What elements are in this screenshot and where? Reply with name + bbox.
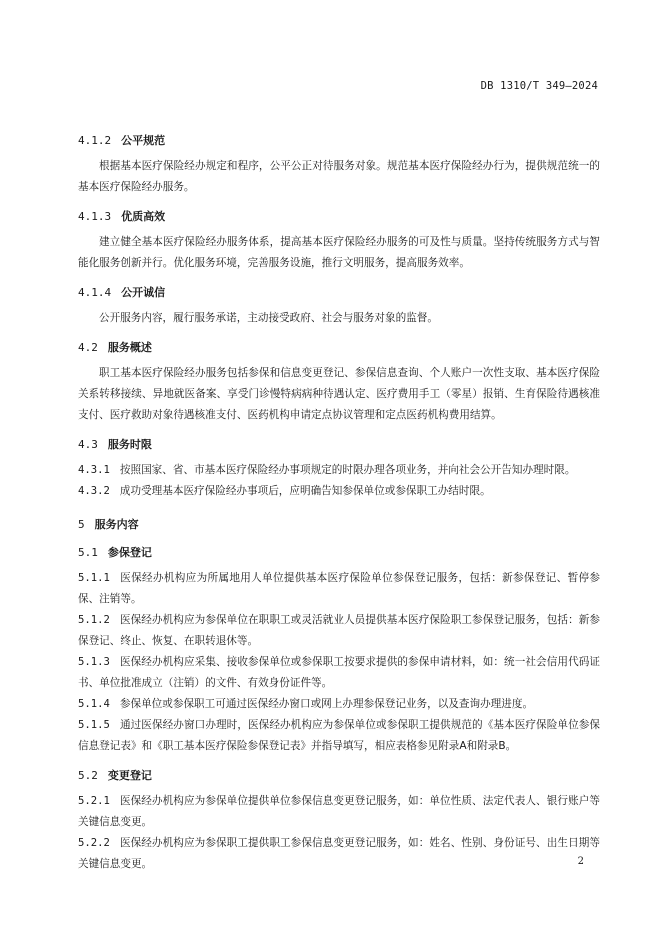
clause-text: 医保经办机构应为参保单位在职职工或灵活就业人员提供基本医疗保险职工参保登记服务，包括：新参保登记、终止、恢复、在职转退休等。	[78, 614, 600, 647]
page-number: 2	[577, 856, 584, 867]
clause-number: 4.3.2	[78, 485, 110, 497]
heading-4-1-2	[78, 132, 600, 150]
section-number: 5.2	[78, 769, 98, 782]
heading-5-2	[78, 767, 600, 785]
clause-4-3-1	[78, 460, 600, 481]
clause-5-1-5	[78, 715, 600, 757]
clause-5-1-2	[78, 610, 600, 652]
clause-number: 5.1.4	[78, 698, 110, 710]
heading-5	[78, 516, 600, 534]
clause-number: 5.1.5	[78, 719, 110, 731]
heading-5-1	[78, 544, 600, 562]
section-number: 5.1	[78, 546, 98, 559]
section-number: 4.1.2	[78, 134, 112, 147]
clause-text: 通过医保经办窗口办理时，医保经办机构应为参保单位或参保职工提供规范的《基本医疗保险单位参保信息登记表》和《职工基本医疗保险参保登记表》并指导填写，相应表格参见附录A和附录B。	[78, 719, 600, 752]
section-number: 4.1.3	[78, 210, 112, 223]
heading-4-1-4	[78, 284, 600, 302]
paragraph-4-1-4: 公开服务内容，履行服务承诺，主动接受政府、社会与服务对象的监督。	[99, 312, 438, 324]
clause-number: 5.1.3	[78, 656, 110, 668]
section-title: 变更登记	[107, 769, 152, 782]
clause-5-2-2	[78, 833, 600, 875]
clause-text: 按照国家、省、市基本医疗保险经办事项规定的时限办理各项业务，并向社会公开告知办理时限。	[119, 464, 576, 476]
section-title: 优质高效	[121, 210, 166, 223]
clause-text: 参保单位或参保职工可通过医保经办窗口或网上办理参保登记业务，以及查询办理进度。	[119, 698, 534, 710]
section-title: 服务时限	[107, 438, 152, 451]
section-title: 参保登记	[107, 546, 152, 559]
section-title: 公开诚信	[121, 286, 166, 299]
clause-4-3-2	[78, 481, 600, 502]
clause-5-2-1	[78, 791, 600, 833]
section-number: 4.1.4	[78, 286, 112, 299]
clause-number: 5.2.1	[78, 795, 110, 807]
section-title: 服务内容	[94, 518, 139, 531]
section-title: 公平规范	[121, 134, 166, 147]
clause-text: 医保经办机构应为参保单位提供单位参保信息变更登记服务，如：单位性质、法定代表人、银行账户等关键信息变更。	[78, 795, 600, 828]
section-title: 服务概述	[107, 341, 152, 354]
section-number: 5	[78, 518, 85, 531]
clause-number: 4.3.1	[78, 464, 110, 476]
heading-4-1-3	[78, 208, 600, 226]
clause-text: 医保经办机构应为参保职工提供职工参保信息变更登记服务，如：姓名、性别、身份证号、出生日期等关键信息变更。	[78, 837, 600, 870]
clause-5-1-3	[78, 652, 600, 694]
clause-5-1-1	[78, 568, 600, 610]
paragraph-4-1-3: 建立健全基本医疗保险经办服务体系，提高基本医疗保险经办服务的可及性与质量。坚持传统服务方式与智能化服务创新并行。优化服务环境，完善服务设施，推行文明服务，提高服务效率。	[78, 236, 600, 269]
clause-text: 成功受理基本医疗保险经办事项后，应明确告知参保单位或参保职工办结时限。	[119, 485, 491, 497]
clause-5-1-4	[78, 694, 600, 715]
clause-number: 5.1.1	[78, 572, 110, 584]
paragraph-4-1-2: 根据基本医疗保险经办规定和程序，公平公正对待服务对象。规范基本医疗保险经办行为，提供规范统一的基本医疗保险经办服务。	[78, 160, 600, 193]
section-number: 4.2	[78, 341, 98, 354]
paragraph-4-2: 职工基本医疗保险经办服务包括参保和信息变更登记、参保信息查询、个人账户一次性支取、基本医疗保险关系转移接续、异地就医备案、享受门诊慢特病病种待遇认定、医疗费用手工（零星）报销、生育保险待遇核准支付、医疗救助对象待遇核准支付、医药机构申请定点协议管理和定点医药机构费用结算。	[78, 367, 600, 421]
clause-number: 5.2.2	[78, 837, 110, 849]
clause-number: 5.1.2	[78, 614, 110, 626]
document-code: DB 1310/T 349—2024	[480, 80, 598, 92]
document-body	[78, 132, 600, 875]
clause-text: 医保经办机构应为所属地用人单位提供基本医疗保险单位参保登记服务，包括：新参保登记、暂停参保、注销等。	[78, 572, 600, 605]
heading-4-2	[78, 339, 600, 357]
heading-4-3	[78, 436, 600, 454]
section-number: 4.3	[78, 438, 98, 451]
clause-text: 医保经办机构应采集、接收参保单位或参保职工按要求提供的参保申请材料，如：统一社会信用代码证书、单位批准成立（注销）的文件、有效身份证件等。	[78, 656, 600, 689]
